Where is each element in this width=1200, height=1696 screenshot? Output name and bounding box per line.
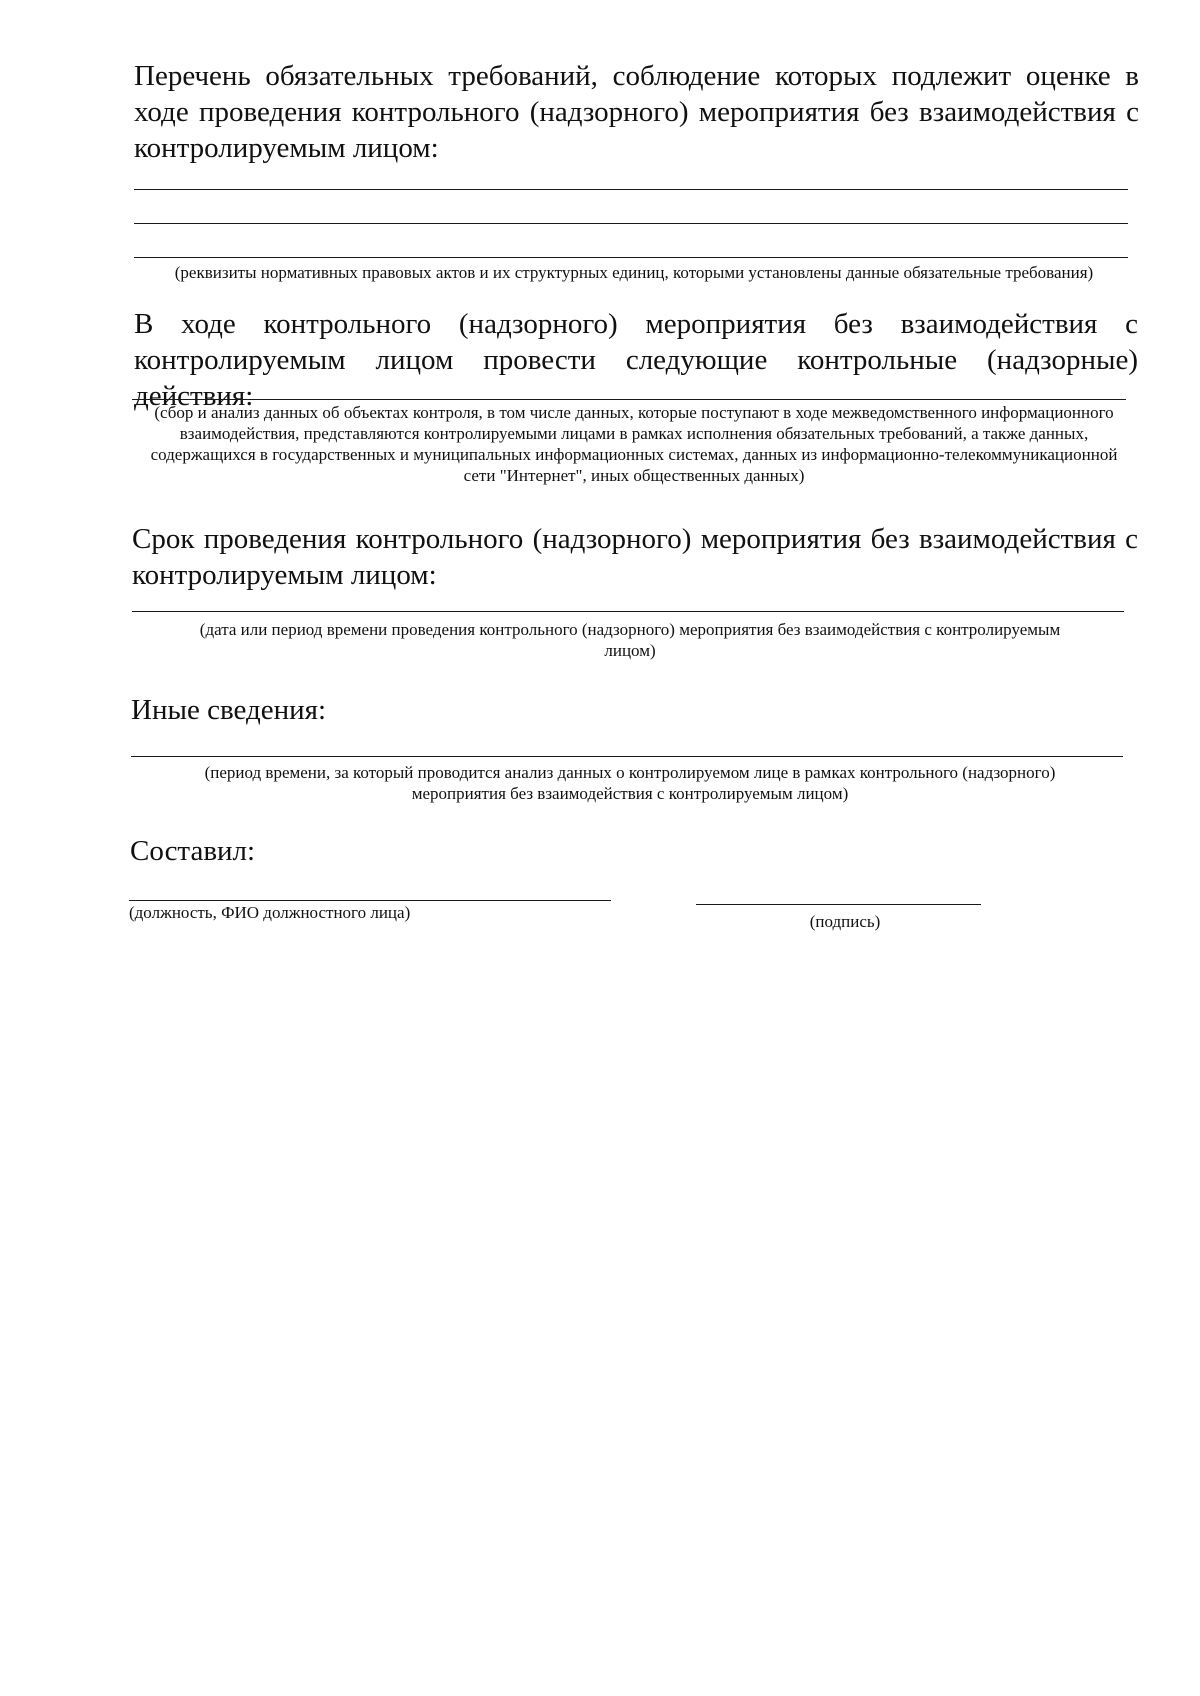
requirements-caption: (реквизиты нормативных правовых актов и их структурных единиц, которыми установлены данные обязательные требования) [174,263,1094,282]
period-heading: Срок проведения контрольного (надзорного) мероприятия без взаимодействия с контролируемым лицом: [132,523,1138,591]
compiled-by-heading: Составил: [130,835,256,867]
actions-heading: В ходе контрольного (надзорного) мероприятия без взаимодействия с контролируемым лицом провести следующие контрольные (надзорные) действия: [134,308,1138,412]
signature-caption: (подпись) [809,912,881,931]
requirements-heading: Перечень обязательных требований, соблюдение которых подлежит оценке в ходе проведения контрольного (надзорного) мероприятия без взаимодействия с контролируемым лицом: [134,60,1139,164]
position-name-caption: (должность, ФИО должностного лица) [129,903,411,922]
actions-caption: (сбор и анализ данных об объектах контроля, в том числе данных, которые поступают в ходе межведомственного информационного взаимодействия, представляются контролируемыми лицами в рамках исполнения обязательных требований, а также данных, содержащихся в государственных и муниципальных информационных системах, данных из информационно-телекоммуникационной сети "Интернет", иных общественных данных) [150,403,1118,485]
period-line[interactable] [132,611,1124,612]
requirements-line-3[interactable] [134,257,1128,258]
signature-line[interactable] [696,904,981,905]
other-info-caption: (период времени, за который проводится анализ данных о контролируемом лице в рамках контрольного (надзорного) мероприятия без взаимодействия с контролируемым лицом) [204,763,1056,803]
position-name-line[interactable] [129,900,611,901]
requirements-line-1[interactable] [134,189,1128,190]
other-info-line[interactable] [131,756,1123,757]
period-caption: (дата или период времени проведения контрольного (надзорного) мероприятия без взаимодействия с контролируемым лицом) [199,620,1061,660]
actions-line[interactable] [132,399,1126,400]
other-info-heading: Иные сведения: [131,694,327,726]
requirements-line-2[interactable] [134,223,1128,224]
